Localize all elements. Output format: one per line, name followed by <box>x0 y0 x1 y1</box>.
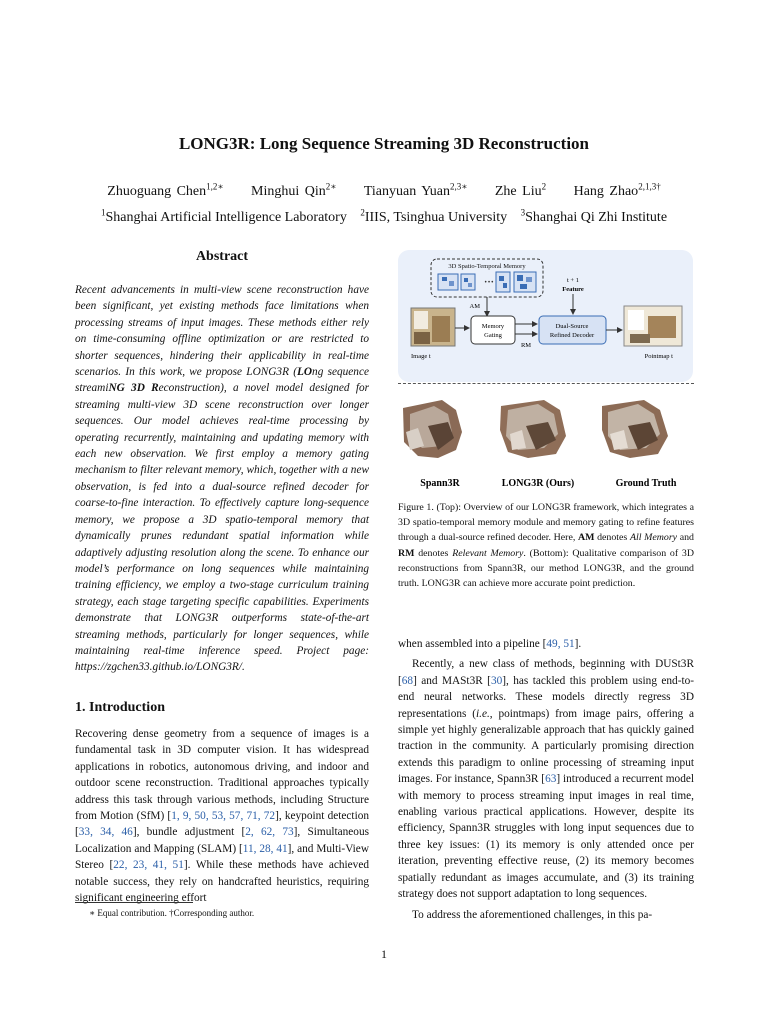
spann3r-reconstruction <box>403 400 462 458</box>
affiliation: $^2$IIIS, Tsinghua University <box>360 207 508 225</box>
svg-text:Memory: Memory <box>481 323 505 330</box>
figure-divider <box>398 383 694 384</box>
feature-label: Feature <box>562 286 584 293</box>
rm-label: RM <box>520 342 532 349</box>
author: Zhuoguang Chen$^{1,2∗}$ <box>107 181 224 199</box>
method-label: Spann3R <box>420 478 460 489</box>
footnote-rule <box>75 902 193 903</box>
svg-text:Gating: Gating <box>484 332 502 339</box>
page-number: 1 <box>381 947 387 961</box>
citation-link[interactable]: 49, 51 <box>546 638 575 650</box>
reconstruction-comparison <box>398 392 694 492</box>
long3r-reconstruction <box>500 400 566 458</box>
author: Zhe Liu$^2$ <box>494 181 547 199</box>
citation-link[interactable]: 33, 34, 46 <box>78 826 133 839</box>
svg-text:Dual-Source: Dual-Source <box>555 323 589 330</box>
citation-link[interactable]: 11, 28, 41 <box>242 842 288 855</box>
abstract-heading: Abstract <box>195 249 249 264</box>
ground-truth-reconstruction <box>602 400 668 458</box>
intro-paragraph: Recovering dense geometry from a sequence of images is a fundamental task in 3D computer vision. It has widespread applications in robotics, autonomous driving, and indoor and outdoor scene reconstruction. Traditional approaches typically address this task through various methods, including Structure from Motion (SfM) [1, 9, 50, 53, 57, 71, 72], keypoint detection [33, 34, 46], bundle adjustment [2, 62, 73], Simultaneous Localization and Mapping (SLAM) [11, 28, 41], and Multi-View Stereo [22, 23, 41, 51]. While these methods have achieved notable success, they rely on handcrafted heuristics, requiring significant engineering effort <box>75 728 370 905</box>
section-heading: 1. Introduction <box>75 700 165 715</box>
author: Hang Zhao$^{2,1,3\dagger}$ <box>573 181 661 199</box>
author: Tianyuan Yuan$^{2,3∗}$ <box>363 181 468 199</box>
affiliation: $^3$Shanghai Qi Zhi Institute <box>520 207 668 225</box>
citation-link[interactable]: 68 <box>401 674 414 687</box>
memory-token-icon <box>496 272 510 292</box>
citation-link[interactable]: 1, 9, 50, 53, 57, 71, 72 <box>171 810 276 823</box>
affiliation-list <box>0 207 768 226</box>
citation-link[interactable]: 2, 62, 73 <box>245 826 294 839</box>
ellipsis-icon: ··· <box>484 277 495 288</box>
figure-overview-panel <box>398 250 693 382</box>
svg-text:Refined Decoder: Refined Decoder <box>549 332 595 339</box>
footnote: ∗ Equal contribution. †Corresponding author. <box>89 908 255 918</box>
decoder-box <box>539 316 606 344</box>
method-label: LONG3R (Ours) <box>501 478 575 489</box>
right-column-text <box>398 636 694 923</box>
abstract-body: Recent advancements in multi-view scene reconstruction have been significant, yet existing methods face limitations when processing streams of input images. These methods either rely on time-consuming offline optimization or are restricted to shorter sequences, hindering their applicability in real-time scenarios. In this work, we propose LONG3R (LOng sequence streamiNG 3D Reconstruction), a novel model designed for streaming multi-view 3D scene reconstruction over longer sequences. Our model achieves real-time processing by operating recurrently, maintaining and updating memory with each new observation. We first employ a memory gating mechanism to filter relevant memory, which, together with a new observation, is fed into a dual-source refined decoder for coarse-to-fine interaction. To effectively capture long-sequence memory, we propose a 3D spatio-temporal memory that dynamically prunes redundant spatial information while adaptively adjusting resolution along the scene. To enhance our model’s performance on long sequences while maintaining training efficiency, we employ a two-stage curriculum training strategy, each stage targeting specific capabilities. Experiments demonstrate that LONG3R outperforms state-of-the-art streaming methods, particularly for longer sequences, while maintaining real-time inference speed. Project page: https://zgchen33.github.io/LONG3R/. <box>75 284 369 674</box>
affiliation: $^1$Shanghai Artificial Intelligence Laboratory <box>100 207 347 225</box>
author: Minghui Qin$^{2∗}$ <box>251 181 337 199</box>
citation-link[interactable]: 30 <box>490 674 503 687</box>
image-label: Image t <box>411 353 431 360</box>
pointmap-label: Pointmap t <box>644 353 673 360</box>
memory-token-icon <box>461 274 475 290</box>
memory-token-icon <box>438 274 458 290</box>
citation-link[interactable]: 63 <box>545 773 557 786</box>
memory-gating-box <box>471 316 515 344</box>
figure-caption: Figure 1. (Top): Overview of our LONG3R framework, which integrates a 3D spatio-temporal memory module and memory gating to refine features through a dual-source refined decoder. Here, AM denotes All Memory and RM denotes Relevant Memory. (Bottom): Qualitative comparison of 3D reconstructions from Spann3R, our method LONG3R, and the ground truth. LONG3R can achieve more accurate point prediction. <box>398 502 694 590</box>
paper-title: LONG3R: Long Sequence Streaming 3D Reconstruction <box>178 134 590 153</box>
paragraph: when assembled into a pipeline [49, 51]. <box>398 638 582 650</box>
citation-link[interactable]: 22, 23, 41, 51 <box>113 859 184 872</box>
memory-label: 3D Spatio-Temporal Memory <box>448 263 526 270</box>
method-label: Ground Truth <box>615 478 677 489</box>
paragraph: To address the aforementioned challenges, in this pa- <box>412 908 653 921</box>
pipeline-diagram <box>398 250 693 382</box>
memory-token-icon <box>514 272 536 292</box>
paragraph: Recently, a new class of methods, beginning with DUSt3R [68] and MASt3R [30], has tackled this problem using end-to-end neural networks. These models directly regress 3D representations (i.e., pointmaps) from image pairs, offering a simple yet highly generalizable approach that has quickly gained traction in the community. A particularly promising direction extends this paradigm to online processing of streaming input images. For instance, Spann3R [63] introduced a recurrent model with memory to process streaming input images in real time, enabling various practical applications. However, despite its efficiency, Spann3R struggles with long input sequences due to three key issues: (1) its memory is only attended once per iteration, preventing effective reuse, (2) its memory becomes spatially redundant as images accumulate, and (3) its training strategy does not support adaptation to long sequences. <box>398 658 695 901</box>
t1-label: t + 1 <box>567 277 579 284</box>
am-label: AM <box>469 303 480 310</box>
author-list <box>0 181 768 200</box>
